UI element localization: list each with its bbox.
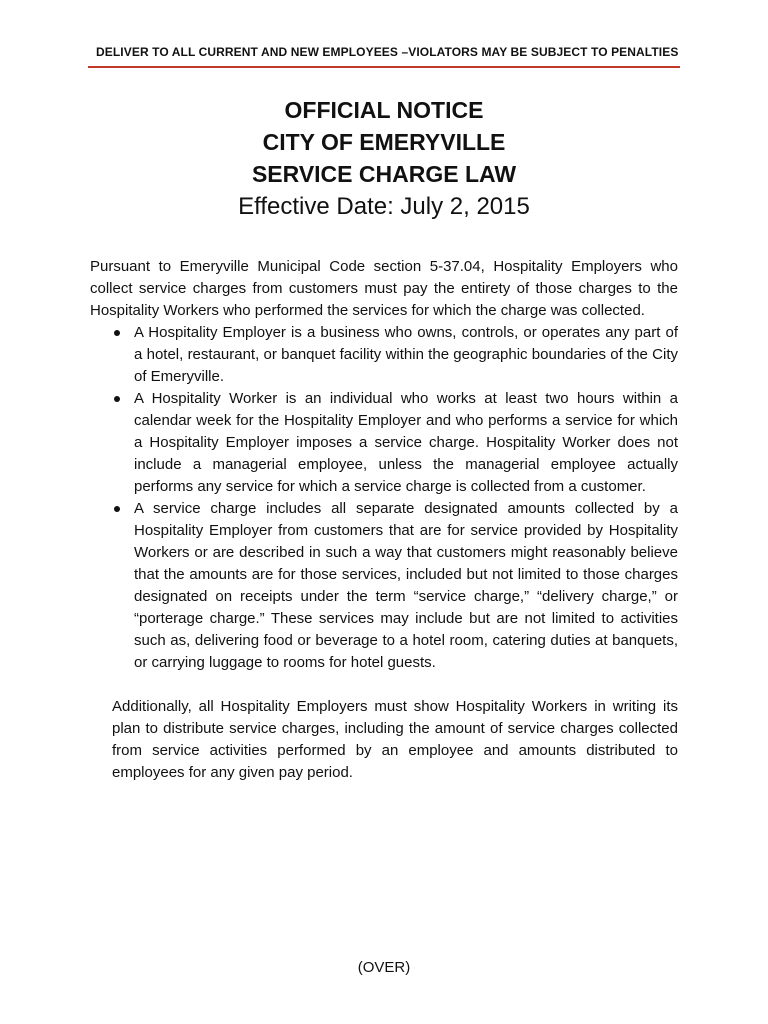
effective-date: Effective Date: July 2, 2015	[238, 193, 530, 220]
list-item	[90, 388, 678, 498]
city-title: CITY OF EMERYVILLE	[262, 129, 506, 155]
header-rule	[88, 66, 680, 68]
bullet-icon	[114, 330, 120, 336]
title-block	[88, 94, 680, 224]
list-item	[90, 322, 678, 388]
intro-paragraph: Pursuant to Emeryville Municipal Code section 5-37.04, Hospitality Employers who collect service charges from customers must pay the entirety of those charges to the Hospitality Workers who performed the services for which the charge was collected.	[90, 258, 678, 319]
definition-employer: A Hospitality Employer is a business who owns, controls, or operates any part of a hotel, restaurant, or banquet facility within the geographic boundaries of the City of Emeryville.	[134, 324, 678, 385]
definition-worker: A Hospitality Worker is an individual who works at least two hours within a calendar week for the Hospitality Employer and who performs a service for which a Hospitality Employer imposes a service charge. Hospitality Worker does not include a managerial employee, unless the managerial employee actually performs any service for which a service charge is collected from a customer.	[134, 390, 678, 495]
additional-paragraph: Additionally, all Hospitality Employers must show Hospitality Workers in writing its plan to distribute service charges, including the amount of service charges collected from service activities performed by an employee and amounts distributed to employees for any given pay period.	[112, 698, 678, 781]
delivery-warning-banner: DELIVER TO ALL CURRENT AND NEW EMPLOYEES –VIOLATORS MAY BE SUBJECT TO PENALTIES	[96, 45, 679, 59]
over-indicator: (OVER)	[357, 959, 411, 976]
definition-service-charge: A service charge includes all separate designated amounts collected by a Hospitality Employer from customers that are for service provided by Hospitality Workers or are described in such a way that customers might reasonably believe that the amounts are for those services, included but not limited to those charges designated on receipts under the term “service charge,” “delivery charge,” or “porterage charge.” These services may include but are not limited to activities such as, delivering food or beverage to a hotel room, catering duties at banquets, or carrying luggage to rooms for hotel guests.	[134, 500, 678, 671]
law-title: SERVICE CHARGE LAW	[251, 161, 517, 187]
bullet-icon	[114, 506, 120, 512]
notice-body	[90, 256, 678, 784]
bullet-icon	[114, 396, 120, 402]
notice-title: OFFICIAL NOTICE	[284, 97, 484, 123]
list-item	[90, 498, 678, 674]
definitions-list	[90, 322, 678, 674]
